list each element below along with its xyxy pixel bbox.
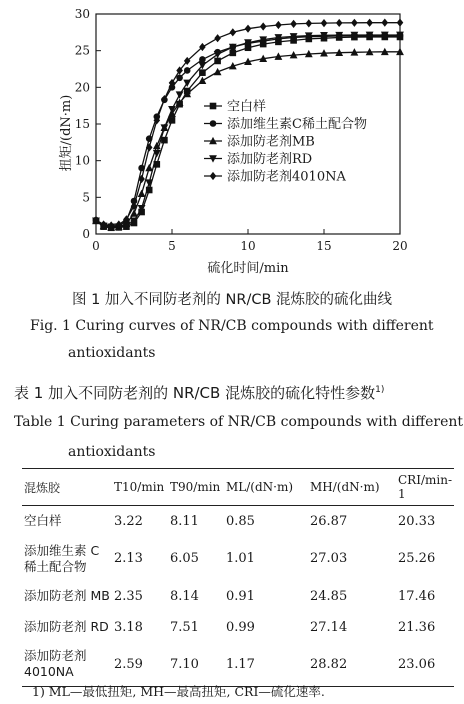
- cell-compound: [22, 537, 112, 581]
- cell-t90: 6.05: [170, 551, 199, 566]
- data-point: [214, 34, 221, 42]
- data-point: [199, 77, 207, 84]
- x-tick-label: 5: [168, 239, 176, 253]
- data-point: [145, 179, 153, 186]
- cell-compound: [22, 612, 112, 643]
- cell-t90: 8.11: [170, 513, 199, 529]
- cell-t90: 7.51: [170, 619, 199, 635]
- data-point: [321, 19, 328, 27]
- header-ml: ML/(dN·m): [226, 480, 294, 494]
- x-tick-label: 15: [316, 239, 332, 253]
- data-point: [366, 19, 373, 27]
- cell-compound: [22, 506, 112, 537]
- table-caption-note-marker: 1): [375, 385, 385, 395]
- data-point: [306, 19, 313, 27]
- series-line: [96, 37, 400, 228]
- cell-compound: [22, 643, 112, 687]
- table-row: [22, 537, 454, 581]
- data-point: [214, 51, 222, 58]
- cell-cri: 20.33: [398, 513, 436, 529]
- table-footnote: 1) ML—最低扭矩, MH—最高扭矩, CRI—硫化速率.: [32, 684, 325, 699]
- y-axis-label: 扭矩/(dN·m): [59, 94, 74, 172]
- cell-t90: 7.10: [170, 656, 199, 672]
- data-point: [199, 69, 206, 76]
- y-tick-label: 5: [82, 190, 90, 205]
- y-tick-label: 25: [74, 43, 90, 58]
- legend-label: 添加防老剂4010NA: [227, 169, 346, 185]
- data-point: [245, 25, 252, 33]
- y-tick-label: 30: [74, 7, 90, 21]
- compound-name-line2: 稀土配合物: [24, 558, 87, 574]
- legend-item: [204, 134, 315, 150]
- data-point: [351, 19, 358, 27]
- cell-cri: 21.36: [398, 619, 436, 635]
- compound-name-line1: 添加防老剂 MB: [24, 588, 110, 603]
- data-point: [146, 143, 153, 151]
- data-point: [176, 91, 184, 98]
- figure-caption-en-continued: antioxidants: [68, 345, 156, 361]
- cell-mh: 26.87: [310, 513, 348, 529]
- compound-name-line1: 添加维生素 C: [24, 542, 100, 558]
- cell-cri: 23.06: [398, 656, 436, 672]
- x-tick-label: 10: [240, 239, 256, 253]
- table-row: [22, 643, 454, 687]
- cell-mh: 27.03: [310, 551, 348, 566]
- data-point: [397, 19, 404, 27]
- header-t10: T10/min: [114, 480, 165, 494]
- cell-t10: 2.35: [114, 588, 143, 604]
- figure-caption-en: Fig. 1 Curing curves of NR/CB compounds with different: [30, 318, 434, 334]
- table-caption-en: Table 1 Curing parameters of NR/CB compounds with different: [14, 414, 464, 430]
- header-compound: 混炼胶: [24, 480, 61, 495]
- table-caption-cn-text: 表 1 加入不同防老剂的 NR/CB 混炼胶的硫化特性参数: [14, 384, 376, 402]
- data-point: [336, 19, 343, 27]
- data-point: [183, 80, 191, 87]
- x-axis-label: 硫化时间/min: [207, 261, 289, 276]
- cell-mh: 24.85: [310, 588, 348, 604]
- y-tick-label: 15: [74, 117, 90, 131]
- cell-t90: 8.14: [170, 588, 199, 604]
- cell-mh: 27.14: [310, 619, 348, 635]
- figure-caption-cn: 图 1 加入不同防老剂的 NR/CB 混炼胶的硫化曲线: [71, 292, 393, 308]
- table-header-row: [22, 469, 454, 506]
- table-row: [22, 581, 454, 612]
- cell-ml: 1.17: [226, 656, 255, 672]
- data-point: [260, 22, 267, 30]
- x-tick-label: 20: [392, 239, 408, 253]
- cell-cri: 17.46: [398, 588, 436, 604]
- legend-marker: [210, 120, 217, 127]
- header-t90: T90/min: [170, 480, 221, 494]
- data-point: [214, 58, 221, 65]
- table-caption-cn: [14, 382, 384, 403]
- legend-label: 添加维生素C稀土配合物: [227, 117, 367, 132]
- cell-ml: 0.91: [226, 588, 255, 604]
- cell-t10: 3.22: [114, 513, 143, 529]
- cell-ml: 1.01: [226, 551, 255, 566]
- legend-label: 添加防老剂RD: [227, 152, 313, 167]
- compound-name-line1: 添加防老剂: [24, 648, 87, 664]
- data-point: [290, 20, 297, 28]
- legend-item: [204, 169, 346, 185]
- y-tick-label: 10: [74, 153, 90, 168]
- header-mh: MH/(dN·m): [310, 480, 380, 494]
- compound-name-line2: 4010NA: [24, 664, 74, 680]
- legend-item: [204, 116, 367, 132]
- cell-ml: 0.99: [226, 619, 255, 635]
- data-point: [161, 137, 168, 144]
- y-tick-label: 0: [82, 227, 90, 241]
- header-cri: CRI/min-1: [398, 473, 452, 501]
- legend-label: 空白样: [227, 99, 267, 115]
- table-row: [22, 612, 454, 643]
- table-caption-en-continued: antioxidants: [68, 444, 156, 460]
- x-tick-label: 0: [92, 239, 100, 253]
- data-point: [230, 28, 237, 36]
- curing-parameters-table: [22, 468, 454, 687]
- data-point: [184, 67, 191, 74]
- legend-label: 添加防老剂MB: [227, 134, 315, 150]
- compound-name-line1: 添加防老剂 RD: [24, 619, 109, 634]
- legend-marker: [210, 103, 217, 110]
- legend-marker: [210, 172, 217, 180]
- cell-cri: 25.26: [398, 551, 436, 566]
- data-point: [275, 21, 282, 29]
- cell-compound: [22, 581, 112, 612]
- data-point: [382, 19, 389, 27]
- cell-t10: 2.59: [114, 656, 143, 672]
- legend-item: [204, 151, 312, 167]
- y-tick-label: 20: [74, 80, 90, 95]
- cell-t10: 2.13: [114, 551, 143, 566]
- cell-ml: 0.85: [226, 513, 255, 529]
- cell-t10: 3.18: [114, 619, 143, 635]
- compound-name-line1: 空白样: [24, 513, 62, 529]
- data-point: [199, 56, 206, 63]
- table-row: [22, 506, 454, 537]
- legend-item: [204, 99, 266, 115]
- cell-mh: 28.82: [310, 656, 348, 672]
- curing-curve-chart: [0, 0, 464, 282]
